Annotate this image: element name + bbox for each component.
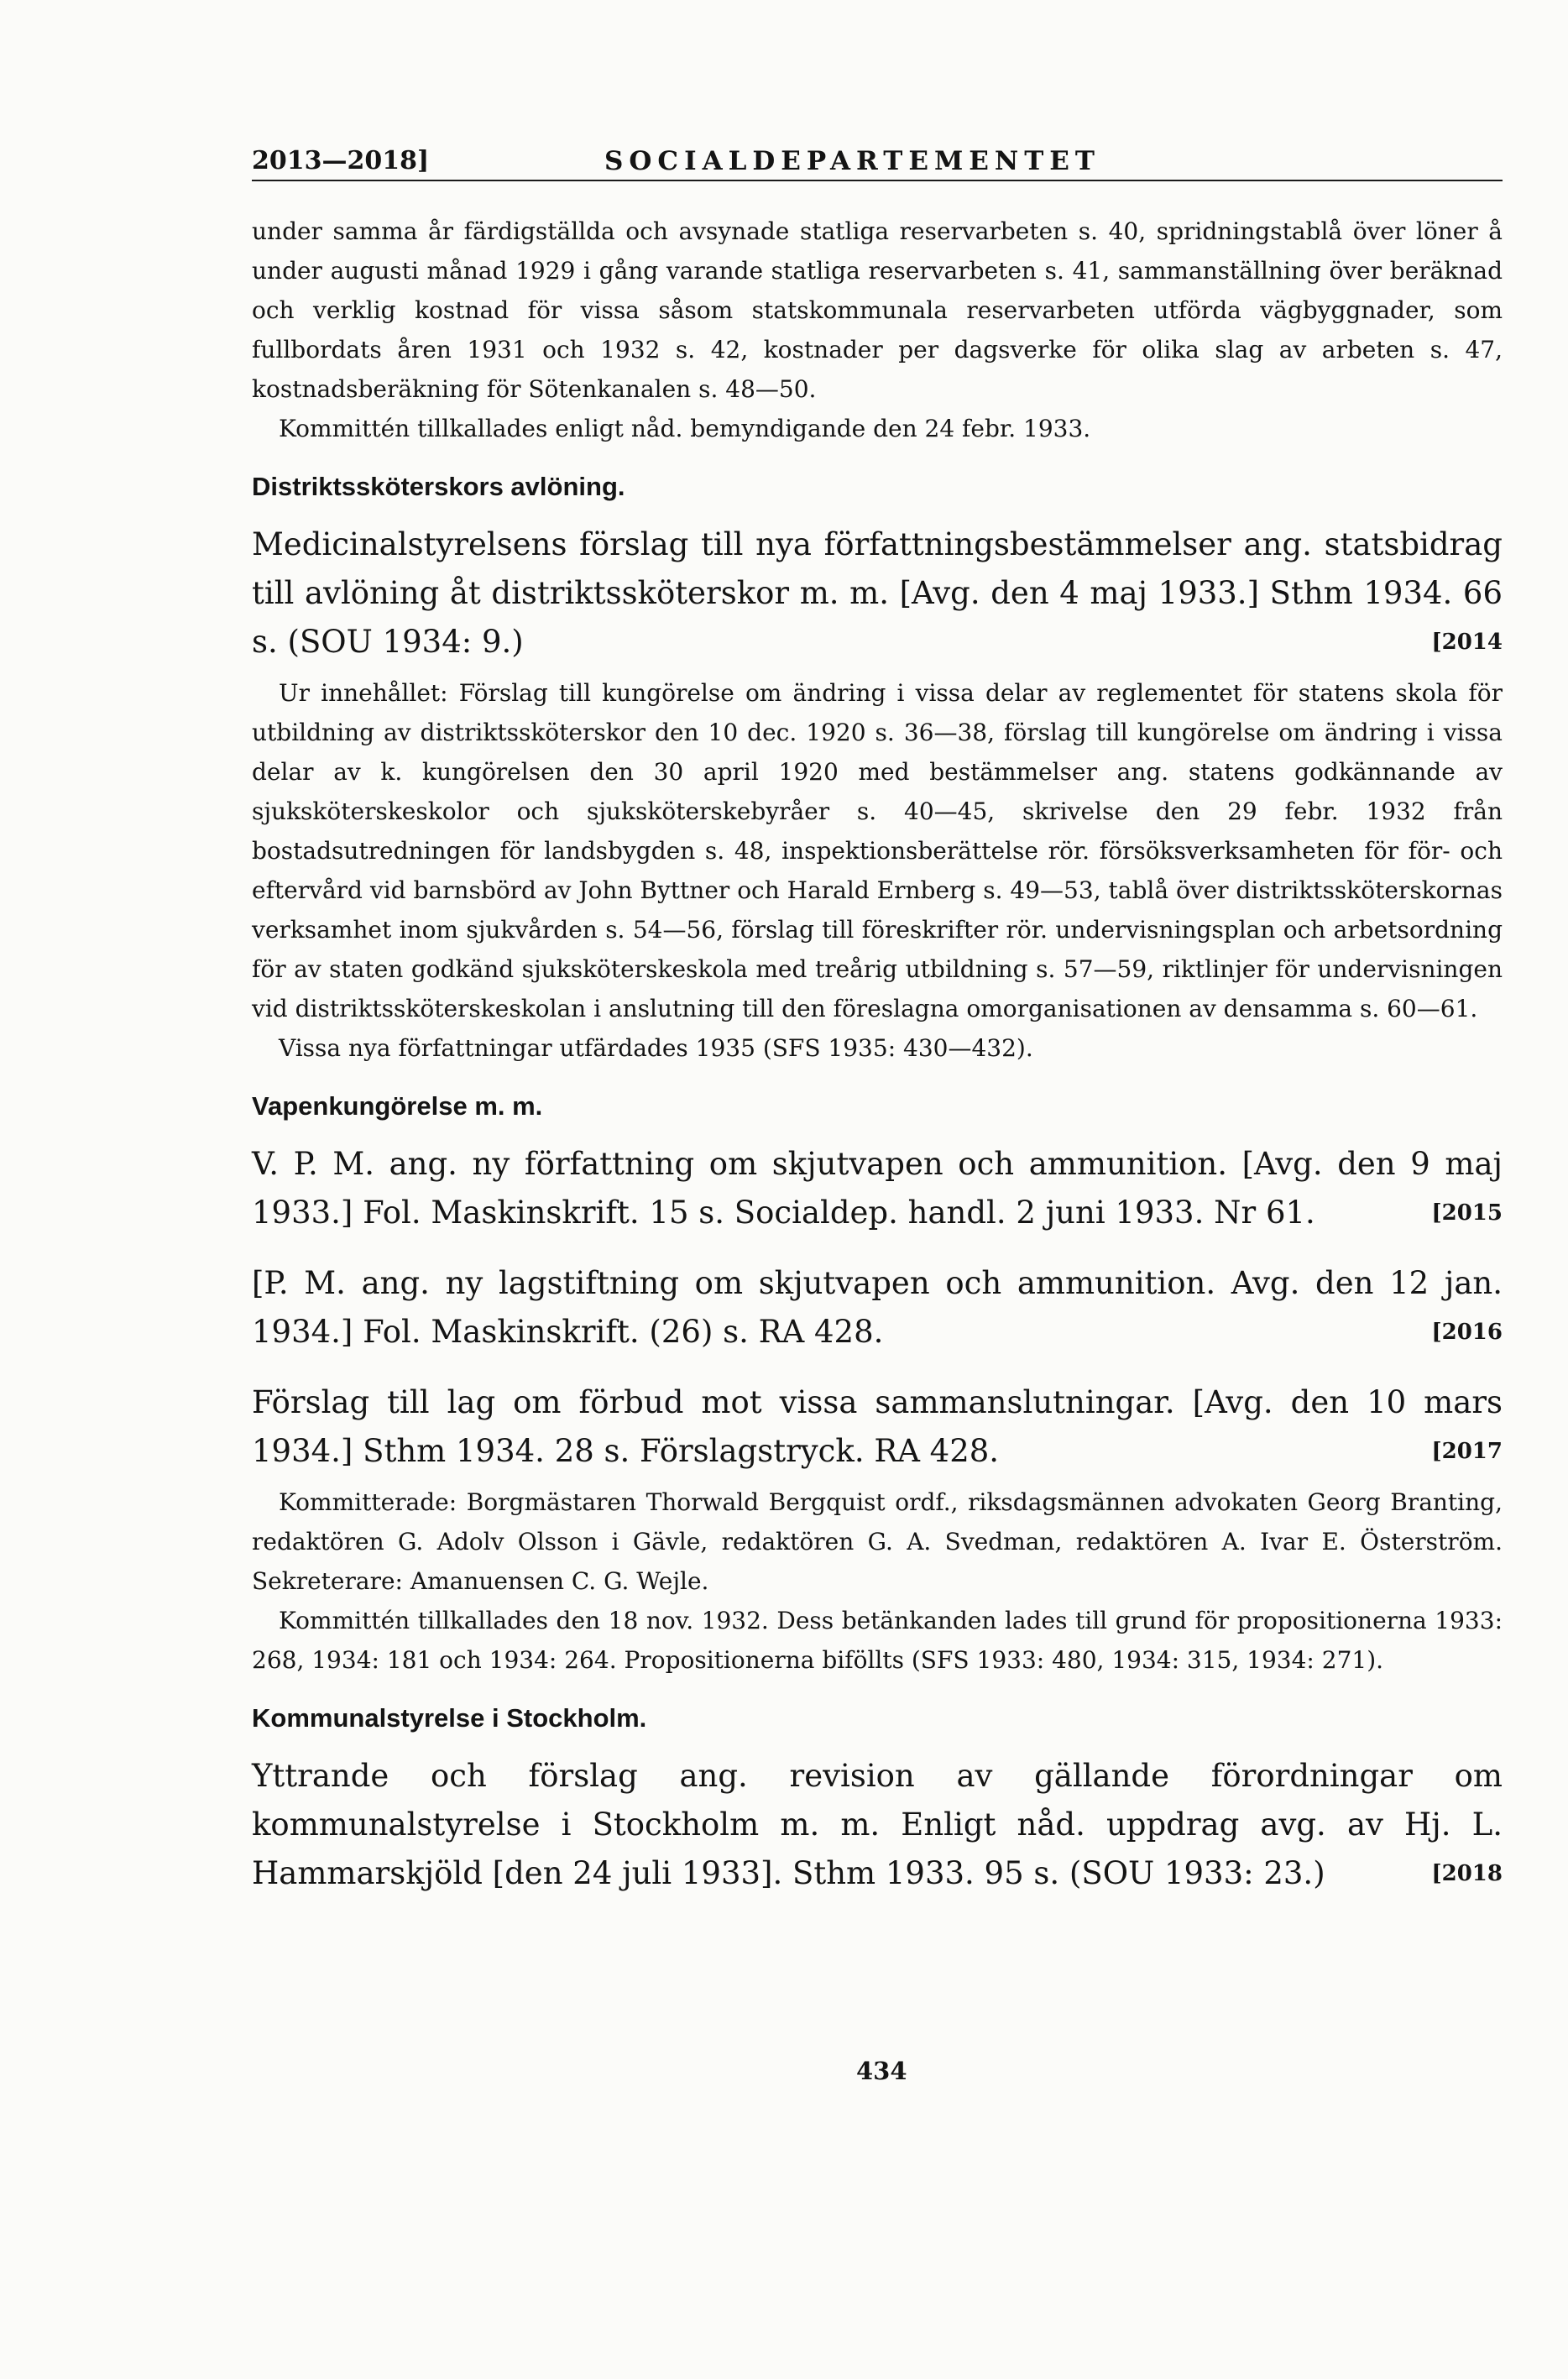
entry-range: 2013—2018]	[252, 146, 430, 175]
section-heading: Vapenkungörelse m. m.	[252, 1091, 543, 1121]
entry-title: [P. M. ang. ny lagstiftning om skjutvapen och ammunition. Avg. den 12 jan. 1934.] Fol. Maskinskrift. (26) s. RA 428.	[252, 1265, 1503, 1350]
department-title: SOCIALDEPARTEMENTET	[604, 146, 1100, 176]
entry-2017	[252, 1378, 1503, 1476]
entry-title: V. P. M. ang. ny författning om skjutvapen och ammunition. [Avg. den 9 maj 1933.] Fol. Maskinskrift. 15 s. Socialdep. handl. 2 juni 1933. Nr 61.	[252, 1146, 1503, 1231]
entry-number: [2016	[1431, 1320, 1503, 1345]
entry-number: [2017	[1431, 1439, 1503, 1464]
entry-contents-note: Ur innehållet: Förslag till kungörelse om ändring i vissa delar av reglementet för statens skola för utbildning av distriktssköterskor den 10 dec. 1920 s. 36—38, förslag till kungörelse om ändring i vissa delar av k. kungörelsen den 30 april 1920 med bestämmelser ang. statens godkännande av sjuksköterskeskolor och sjuksköterskebyråer s. 40—45, skrivelse den 29 febr. 1932 från bostadsutredningen för landsbygden s. 48, inspektionsberättelse rör. försöksverksamheten för för- och eftervård vid barnsbörd av John Byttner och Harald Ernberg s. 49—53, tablå över distriktssköterskornas verksamhet inom sjukvården s. 54—56, förslag till föreskrifter rör. undervisningsplan och arbetsordning för av staten godkänd sjuksköterskeskola med treårig utbildning s. 57—59, riktlinjer för undervisningen vid distriktssköterskeskolan i anslutning till den föreslagna omorganisationen av densamma s. 60—61.	[252, 679, 1503, 1022]
entry-follow-up-note: Vissa nya författningar utfärdades 1935 (SFS 1935: 430—432).	[279, 1034, 1033, 1062]
entry-number: [2018	[1431, 1861, 1503, 1886]
entry-committee-note: Kommittén tillkallades den 18 nov. 1932. Dess betänkanden lades till grund för propositionerna 1933: 268, 1934: 181 och 1934: 264. Propositionerna biföllts (SFS 1933: 480, 1934: 315, 1934: 271).	[252, 1607, 1503, 1674]
entry-2015	[252, 1140, 1503, 1237]
entry-2018	[252, 1752, 1503, 1898]
entry-title: Medicinalstyrelsens förslag till nya författningsbestämmelser ang. statsbidrag till avlöning åt distriktssköterskor m. m. [Avg. den 4 maj 1933.] Sthm 1934. 66 s. (SOU 1934: 9.)	[252, 526, 1503, 660]
section-heading: Kommunalstyrelse i Stockholm.	[252, 1703, 647, 1733]
page-content	[252, 141, 1503, 1905]
section-heading: Distriktssköterskors avlöning.	[252, 472, 625, 501]
entry-2014	[252, 520, 1503, 667]
intro-paragraph: under samma år färdigställda och avsynade statliga reservarbeten s. 40, spridningstablå över löner å under augusti månad 1929 i gång varande statliga reservarbeten s. 41, sammanställning över beräknad och verklig kostnad för vissa såsom statskommunala reservarbeten utförda vägbyggnader, som fullbordats åren 1931 och 1932 s. 42, kostnader per dagsverke för olika slag av arbeten s. 47, kostnadsberäkning för Sötenkanalen s. 48—50.	[252, 217, 1503, 403]
entry-committee-members: Kommitterade: Borgmästaren Thorwald Bergquist ordf., riksdagsmännen advokaten Georg Branting, redaktören G. Adolv Olsson i Gävle, redaktören G. A. Svedman, redaktören A. Ivar E. Österström. Sekreterare: Amanuensen C. G. Wejle.	[252, 1488, 1503, 1595]
intro-committee-note: Kommittén tillkallades enligt nåd. bemyndigande den 24 febr. 1933.	[279, 415, 1091, 442]
page-number: 434	[856, 2057, 907, 2085]
entry-number: [2015	[1431, 1200, 1503, 1226]
entry-title: Förslag till lag om förbud mot vissa sammanslutningar. [Avg. den 10 mars 1934.] Sthm 1934. 28 s. Förslagstryck. RA 428.	[252, 1384, 1503, 1469]
entry-number: [2014	[1431, 630, 1503, 655]
entry-title: Yttrande och förslag ang. revision av gällande förordningar om kommunalstyrelse i Stockholm m. m. Enligt nåd. uppdrag avg. av Hj. L. Hammarskjöld [den 24 juli 1933]. Sthm 1933. 95 s. (SOU 1933: 23.)	[252, 1758, 1503, 1891]
entry-2016	[252, 1259, 1503, 1357]
running-header	[252, 141, 1503, 181]
